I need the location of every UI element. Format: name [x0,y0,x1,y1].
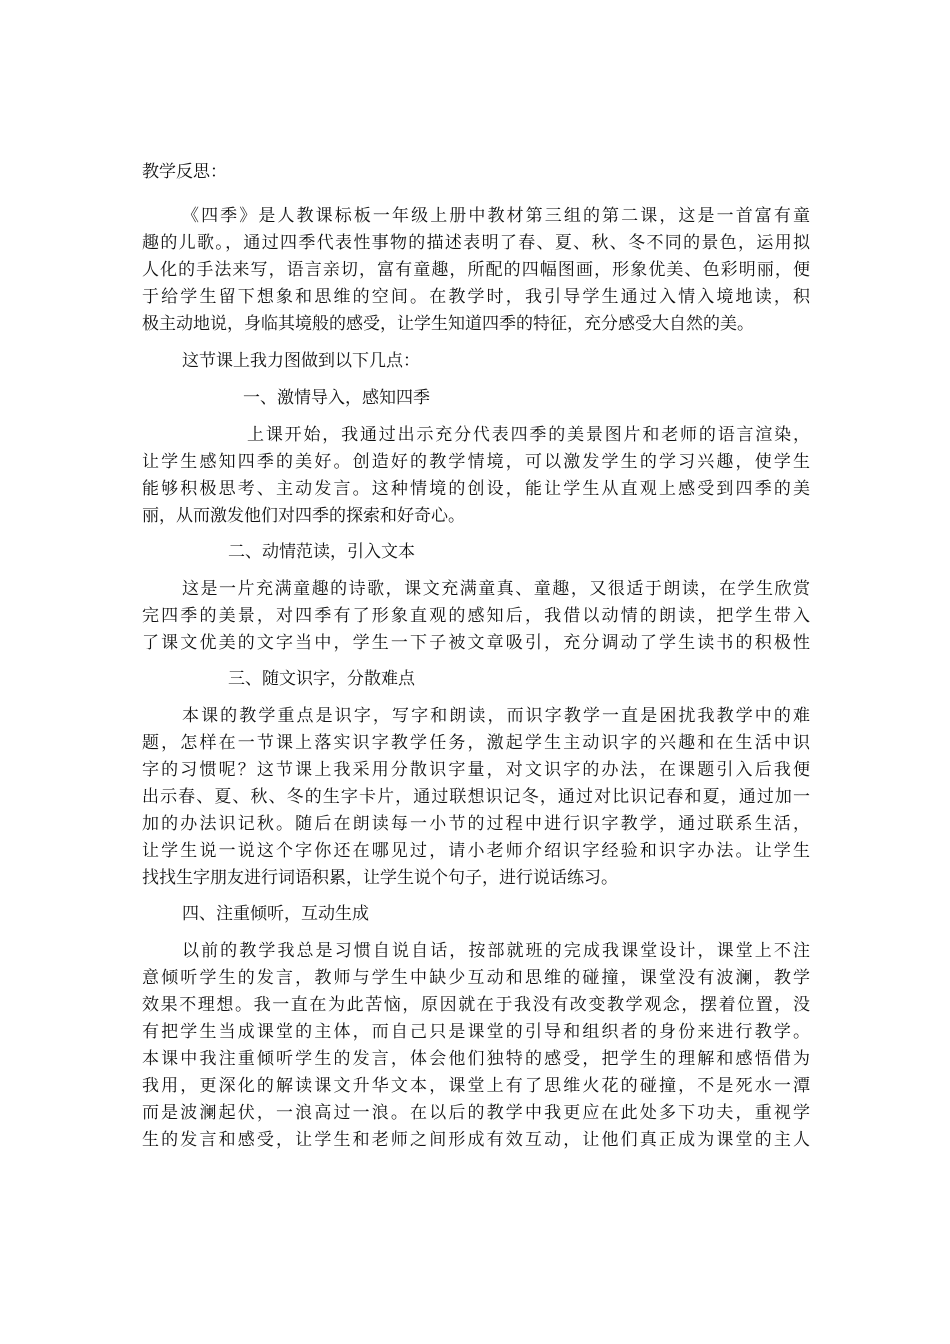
paragraph-line: 完四季的美景，对四季有了形象直观的感知后，我借以动情的朗读，把学生带入 [142,606,810,626]
paragraph-line: 而是波澜起伏，一浪高过一浪。在以后的教学中我更应在此处多下功夫，重视学 [142,1103,810,1123]
paragraph-line: 让学生感知四季的美好。创造好的教学情境，可以激发学生的学习兴趣，使学生 [142,452,810,472]
section-title: 二、动情范读，引入文本 [228,542,415,562]
paragraph-line: 了课文优美的文字当中，学生一下子被文章吸引，充分调动了学生读书的积极性 [142,633,810,653]
paragraph-line: 这是一片充满童趣的诗歌，课文充满童真、童趣，又很适于朗读，在学生欣赏 [182,579,810,599]
paragraph-line: 效果不理想。我一直在为此苦恼，原因就在于我没有改变教学观念，摆着位置，没 [142,995,810,1015]
paragraph-line: 本课中我注重倾听学生的发言，体会他们独特的感受，把学生的理解和感悟借为 [142,1049,810,1069]
paragraph-line: 有把学生当成课堂的主体，而自己只是课堂的引导和组织者的身份来进行教学。 [142,1022,810,1042]
section-title: 四、注重倾听，互动生成 [182,904,369,924]
paragraph-line: 丽，从而激发他们对四季的探索和好奇心。 [142,506,465,526]
paragraph-line: 字的习惯呢？这节课上我采用分散识字量，对文识字的办法，在课题引入后我便 [142,760,810,780]
section-title: 三、随文识字，分散难点 [228,669,415,689]
summary-line: 这节课上我力图做到以下几点： [182,351,420,371]
paragraph-line: 生的发言和感受，让学生和老师之间形成有效互动，让他们真正成为课堂的主人 [142,1130,810,1150]
paragraph-line: 人化的手法来写，语言亲切，富有童趣，所配的四幅图画，形象优美、色彩明丽，便 [142,260,810,280]
paragraph-line: 《四季》是人教课标板一年级上册中教材第三组的第二课，这是一首富有童 [182,206,810,226]
paragraph-line: 加的办法识记秋。随后在朗读每一小节的过程中进行识字教学，通过联系生活， [142,814,810,834]
paragraph-line: 意倾听学生的发言，教师与学生中缺少互动和思维的碰撞，课堂没有波澜，教学 [142,968,810,988]
paragraph-line: 于给学生留下想象和思维的空间。在教学时，我引导学生通过入情入境地读，积 [142,287,810,307]
paragraph-line: 让学生说一说这个字你还在哪见过，请小老师介绍识字经验和识字办法。让学生 [142,841,810,861]
section-title: 一、激情导入，感知四季 [243,388,430,408]
paragraph-line: 我用，更深化的解读课文升华文本，课堂上有了思维火花的碰撞，不是死水一潭 [142,1076,810,1096]
paragraph-line: 能够积极思考、主动发言。这种情境的创设，能让学生从直观上感受到四季的美 [142,479,810,499]
paragraph-line: 找找生字朋友进行词语积累，让学生说个句子，进行说话练习。 [142,868,618,888]
paragraph-line: 极主动地说，身临其境般的感受，让学生知道四季的特征，充分感受大自然的美。 [142,314,754,334]
paragraph-line: 趣的儿歌。，通过四季代表性事物的描述表明了春、夏、秋、冬不同的景色，运用拟 [142,233,810,253]
paragraph-line: 本课的教学重点是识字，写字和朗读，而识字教学一直是困扰我教学中的难 [182,706,810,726]
document-heading: 教学反思： [142,162,227,182]
paragraph-line: 以前的教学我总是习惯自说自话，按部就班的完成我课堂设计，课堂上不注 [182,941,810,961]
paragraph-line: 题，怎样在一节课上落实识字教学任务，激起学生主动识字的兴趣和在生活中识 [142,733,810,753]
paragraph-line: 出示春、夏、秋、冬的生字卡片，通过联想识记冬，通过对比识记春和夏，通过加一 [142,787,810,807]
paragraph-line: 上课开始，我通过出示充分代表四季的美景图片和老师的语言渲染， [247,425,810,445]
